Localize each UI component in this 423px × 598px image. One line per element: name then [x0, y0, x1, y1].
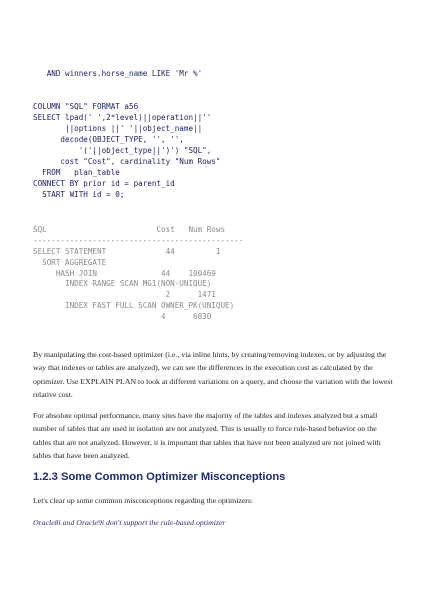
body-paragraph: For absolute optimal performance, many sites have the majority of the tables and indexes analyzed but a small number of tables that are used in isolation are not analyzed. This is usually to force rule-based behavior on the tables that are not analyzed. However, it is important that tables that have not been analyzed are not joined with tables that have been analyzed.	[33, 411, 381, 461]
output-line: INDEX RANGE SCAN MG1(NON-UNIQUE)	[33, 279, 212, 289]
code-line: FROM plan_table	[33, 168, 120, 177]
output-line: SQL Cost Num Rows	[33, 225, 226, 234]
output-line: 4 6830	[33, 312, 212, 322]
code-line: '('||object_type||')') "SQL",	[33, 146, 212, 155]
code-line: START WITH id = 0;	[33, 190, 125, 199]
output-line: 2 1471	[33, 290, 216, 300]
output-line: INDEX FAST FULL SCAN OWNER_PK(UNIQUE)	[33, 301, 235, 311]
code-line	[33, 90, 393, 101]
code-line	[33, 79, 393, 90]
misconception-statement: Oracle8i and Oracle9i don't support the rule-based optimizer	[33, 518, 226, 527]
code-line: ||options ||' '||object_name||	[33, 124, 203, 133]
output-line: HASH JOIN 44 100469	[33, 268, 216, 278]
explain-plan-output	[33, 225, 393, 323]
code-line: AND winners.horse_name LIKE 'Mr %'	[33, 69, 203, 78]
output-line: SORT AGGREGATE	[33, 257, 107, 267]
body-paragraph: By manipulating the cost-based optimizer (i.e., via inline hints, by creating/removing indexes, or by adjusting the way that indexes or tables are analyzed), we can see the differences in the execution cost as calculated by the optimizer. Use EXPLAIN PLAN to look at different variations on a query, and choose the variation with the lowest relative cost.	[33, 350, 393, 400]
body-paragraph: Let's clear up some common misconceptions regarding the optimizers:	[33, 496, 254, 505]
section-heading: 1.2.3 Some Common Optimizer Misconceptions	[33, 471, 286, 483]
code-line: cost "Cost", cardinality "Num Rows"	[33, 157, 221, 166]
code-line: CONNECT BY prior id = parent_id	[33, 179, 175, 188]
sql-code-block	[33, 68, 393, 200]
code-line: SELECT lpad(' ',2*level)||operation||''	[33, 113, 212, 122]
output-line: SELECT STATEMENT 44 1	[33, 246, 221, 256]
code-line: decode(OBJECT_TYPE, '', '',	[33, 135, 184, 144]
output-line: ----------------------------------------------	[33, 235, 244, 245]
code-line: COLUMN "SQL" FORMAT a56	[33, 102, 139, 111]
